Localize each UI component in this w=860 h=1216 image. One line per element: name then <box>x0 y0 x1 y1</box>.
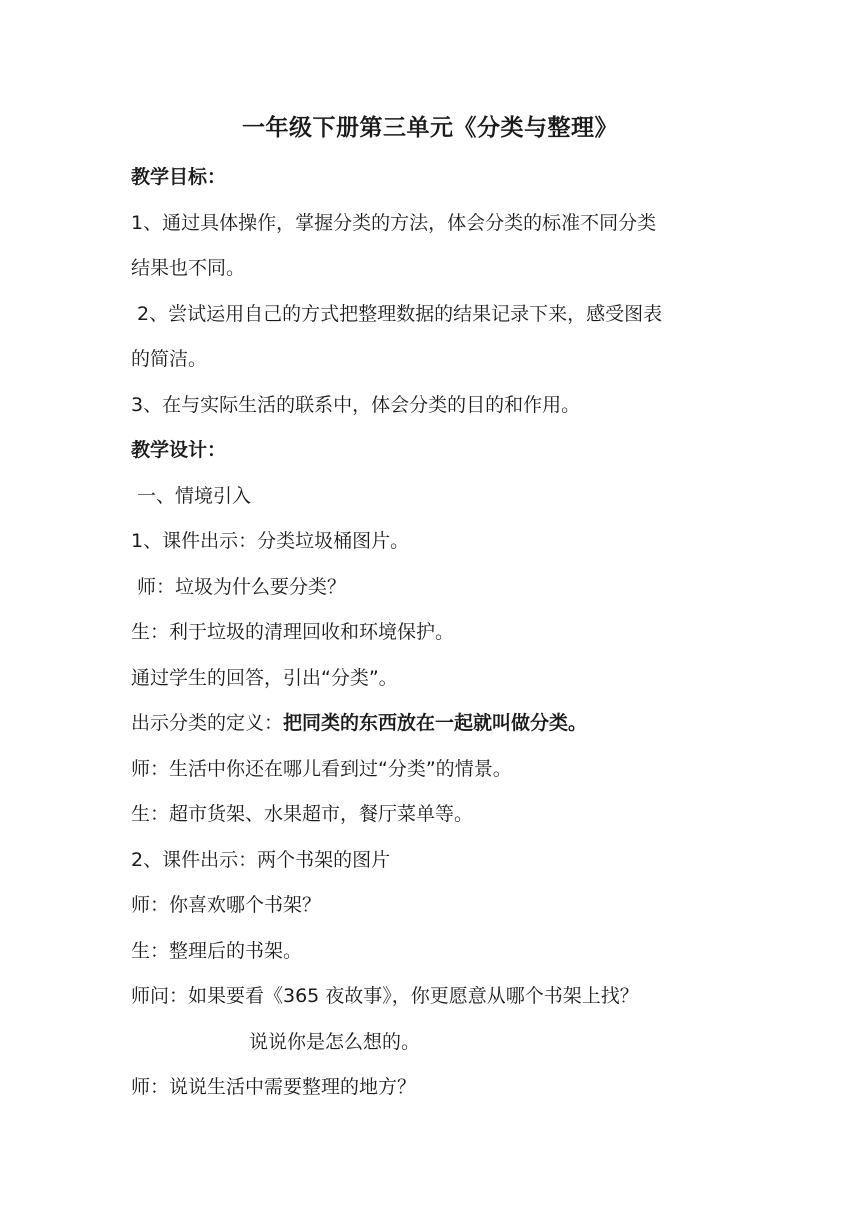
student-answer-3: 生：整理后的书架。 <box>131 939 303 962</box>
document-title: 一年级下册第三单元《分类与整理》 <box>242 115 618 141</box>
definition-prefix: 出示分类的定义： <box>131 712 284 734</box>
goal-1-line-1: 1、通过具体操作，掌握分类的方法，体会分类的标准不同分类 <box>131 211 657 234</box>
student-answer-2: 生：超市货架、水果超市，餐厅菜单等。 <box>131 803 474 825</box>
design-heading: 教学设计： <box>131 439 227 461</box>
goal-3: 3、在与实际生活的联系中，体会分类的目的和作用。 <box>131 393 581 416</box>
section-1-heading: 一、情境引入 <box>131 484 252 507</box>
teacher-question-5: 师：说说生活中需要整理的地方？ <box>131 1076 417 1098</box>
goal-2-line-1: 2、尝试运用自己的方式把整理数据的结果记录下来，感受图表 <box>131 302 663 325</box>
teacher-question-4-follow: 说说你是怎么想的。 <box>249 1030 421 1053</box>
step-1: 1、课件出示：分类垃圾桶图片。 <box>131 530 410 552</box>
lead-in-line: 通过学生的回答，引出“分类”。 <box>131 666 398 689</box>
goals-heading: 教学目标： <box>131 166 227 188</box>
definition-line <box>131 701 741 747</box>
step-2: 2、课件出示：两个书架的图片 <box>131 848 391 871</box>
teacher-question-3: 师：你喜欢哪个书架？ <box>131 894 322 916</box>
student-answer-1: 生：利于垃圾的清理回收和环境保护。 <box>131 621 455 643</box>
document-body <box>131 155 741 1111</box>
goal-1-line-2: 结果也不同。 <box>131 257 246 279</box>
goal-2-line-2: 的简洁。 <box>131 348 208 370</box>
definition-text: 把同类的东西放在一起就叫做分类。 <box>283 712 588 734</box>
teacher-question-1: 师：垃圾为什么要分类？ <box>131 575 347 598</box>
teacher-question-4: 师问：如果要看《365 夜故事》，你更愿意从哪个书架上找？ <box>131 985 639 1007</box>
teacher-question-2: 师：生活中你还在哪儿看到过“分类”的情景。 <box>131 757 512 780</box>
